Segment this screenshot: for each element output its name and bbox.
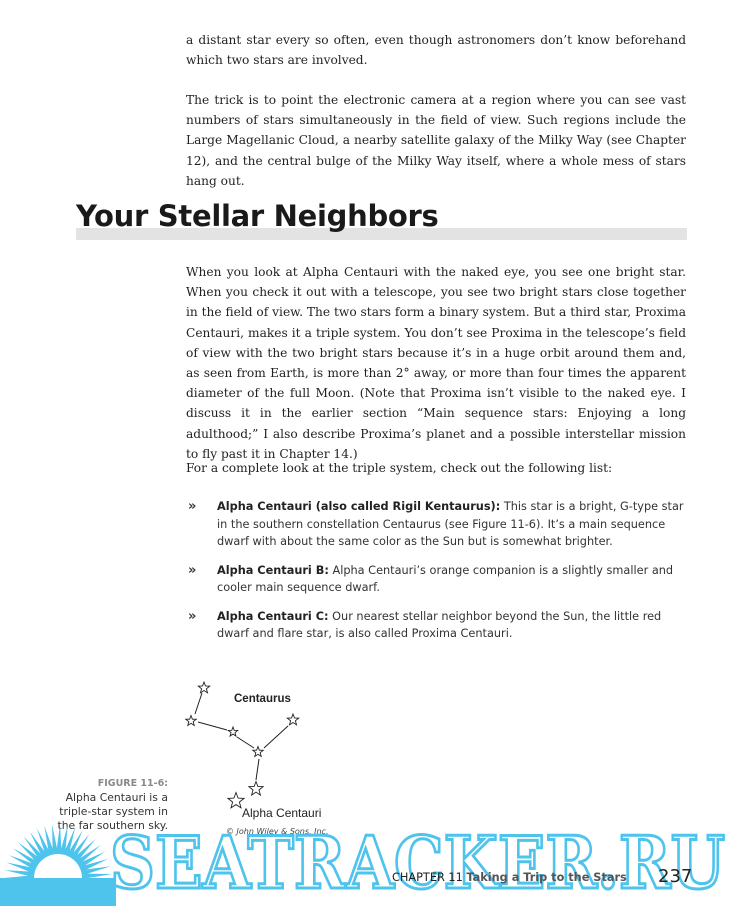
star-icon xyxy=(287,714,298,725)
constellation-line xyxy=(264,726,288,748)
constellation-label: Centaurus xyxy=(234,693,291,705)
page-number: 237 xyxy=(658,866,693,887)
list-item-term: Alpha Centauri C: xyxy=(217,609,329,623)
constellation-line xyxy=(256,759,259,780)
bullet-chevron-icon: » xyxy=(188,499,197,514)
list-item xyxy=(186,498,686,551)
star-icon xyxy=(228,727,238,736)
sun-horizon-shape xyxy=(0,878,116,906)
star-icon xyxy=(249,782,263,796)
figure-label: FIGURE 11-6: xyxy=(97,778,168,789)
list-item-term: Alpha Centauri (also called Rigil Kentaurus): xyxy=(217,500,501,513)
footer-chapter: CHAPTER 11 xyxy=(392,871,463,884)
bullet-chevron-icon: » xyxy=(188,562,197,578)
list-item xyxy=(186,562,686,597)
bullet-chevron-icon: » xyxy=(188,608,197,624)
sunburst-logo-icon xyxy=(0,824,116,906)
star-icon xyxy=(186,716,196,726)
paragraph-camera-trick: The trick is to point the electronic camera at a region where you can see vast numbers of stars simultaneously in the field of view. Such regions include the Large Magellanic Cloud, a nearby satellite galaxy of the Milky Way (see Chapter 12), and the central bulge of the Milky Way itself, where a whole mess of stars hang out. xyxy=(186,93,686,188)
figure-credit: © John Wiley & Sons, Inc. xyxy=(226,827,329,836)
paragraph-intro-end: a distant star every so often, even though astronomers don’t know beforehand which two stars are involved. xyxy=(186,33,686,68)
constellation-line xyxy=(237,737,254,748)
list-item xyxy=(186,608,686,643)
constellation-line xyxy=(195,693,202,714)
star-label: Alpha Centauri xyxy=(242,806,322,820)
star-icon xyxy=(253,747,263,757)
list-item-text: This star is a bright, G-type star in the southern constellation Centaurus (see Figure 11-6). It’s a main sequence dwarf with about the same color as the Sun but is somewhat brighter. xyxy=(217,500,684,548)
footer-chapter-title: Taking a Trip to the Stars xyxy=(466,871,627,884)
constellation-lines xyxy=(195,693,288,780)
watermark-text: SEATRACKER.RU xyxy=(110,820,725,905)
section-heading: Your Stellar Neighbors xyxy=(76,199,439,233)
figure-caption-text: Alpha Centauri is a triple-star system in the far southern sky. xyxy=(57,791,168,832)
paragraph-alpha-centauri: When you look at Alpha Centauri with the naked eye, you see one bright star. When you check it out with a telescope, you see two bright stars close together in the field of view. The two stars form a binary system. But a third star, Proxima Centauri, makes it a triple system. You don’t see Proxima in the telescope’s field of view with the two bright stars because it’s in a huge orbit around them and, as seen from Earth, is more than 2° away, or more than four times the apparent diameter of the full Moon. (Note that Proxima isn’t visible to the naked eye. I discuss it in the earlier section “Main sequence stars: Enjoying a long adulthood;” I also describe Proxima’s planet and a possible interstellar mission to fly past it in Chapter 14.) xyxy=(186,265,686,461)
star-icon xyxy=(198,682,209,693)
constellation-line xyxy=(198,722,227,730)
paragraph-list-intro: For a complete look at the triple system, check out the following list: xyxy=(186,461,613,475)
star-list xyxy=(186,498,686,654)
list-item-term: Alpha Centauri B: xyxy=(217,563,329,577)
watermark xyxy=(0,808,735,911)
page-footer xyxy=(392,871,627,884)
list-item-text: Our nearest stellar neighbor beyond the Sun, the little red dwarf and flare star, is also called Proxima Centauri. xyxy=(217,609,662,640)
list-item-text: Alpha Centauri’s orange companion is a slightly smaller and cooler main sequence dwarf. xyxy=(217,563,674,594)
